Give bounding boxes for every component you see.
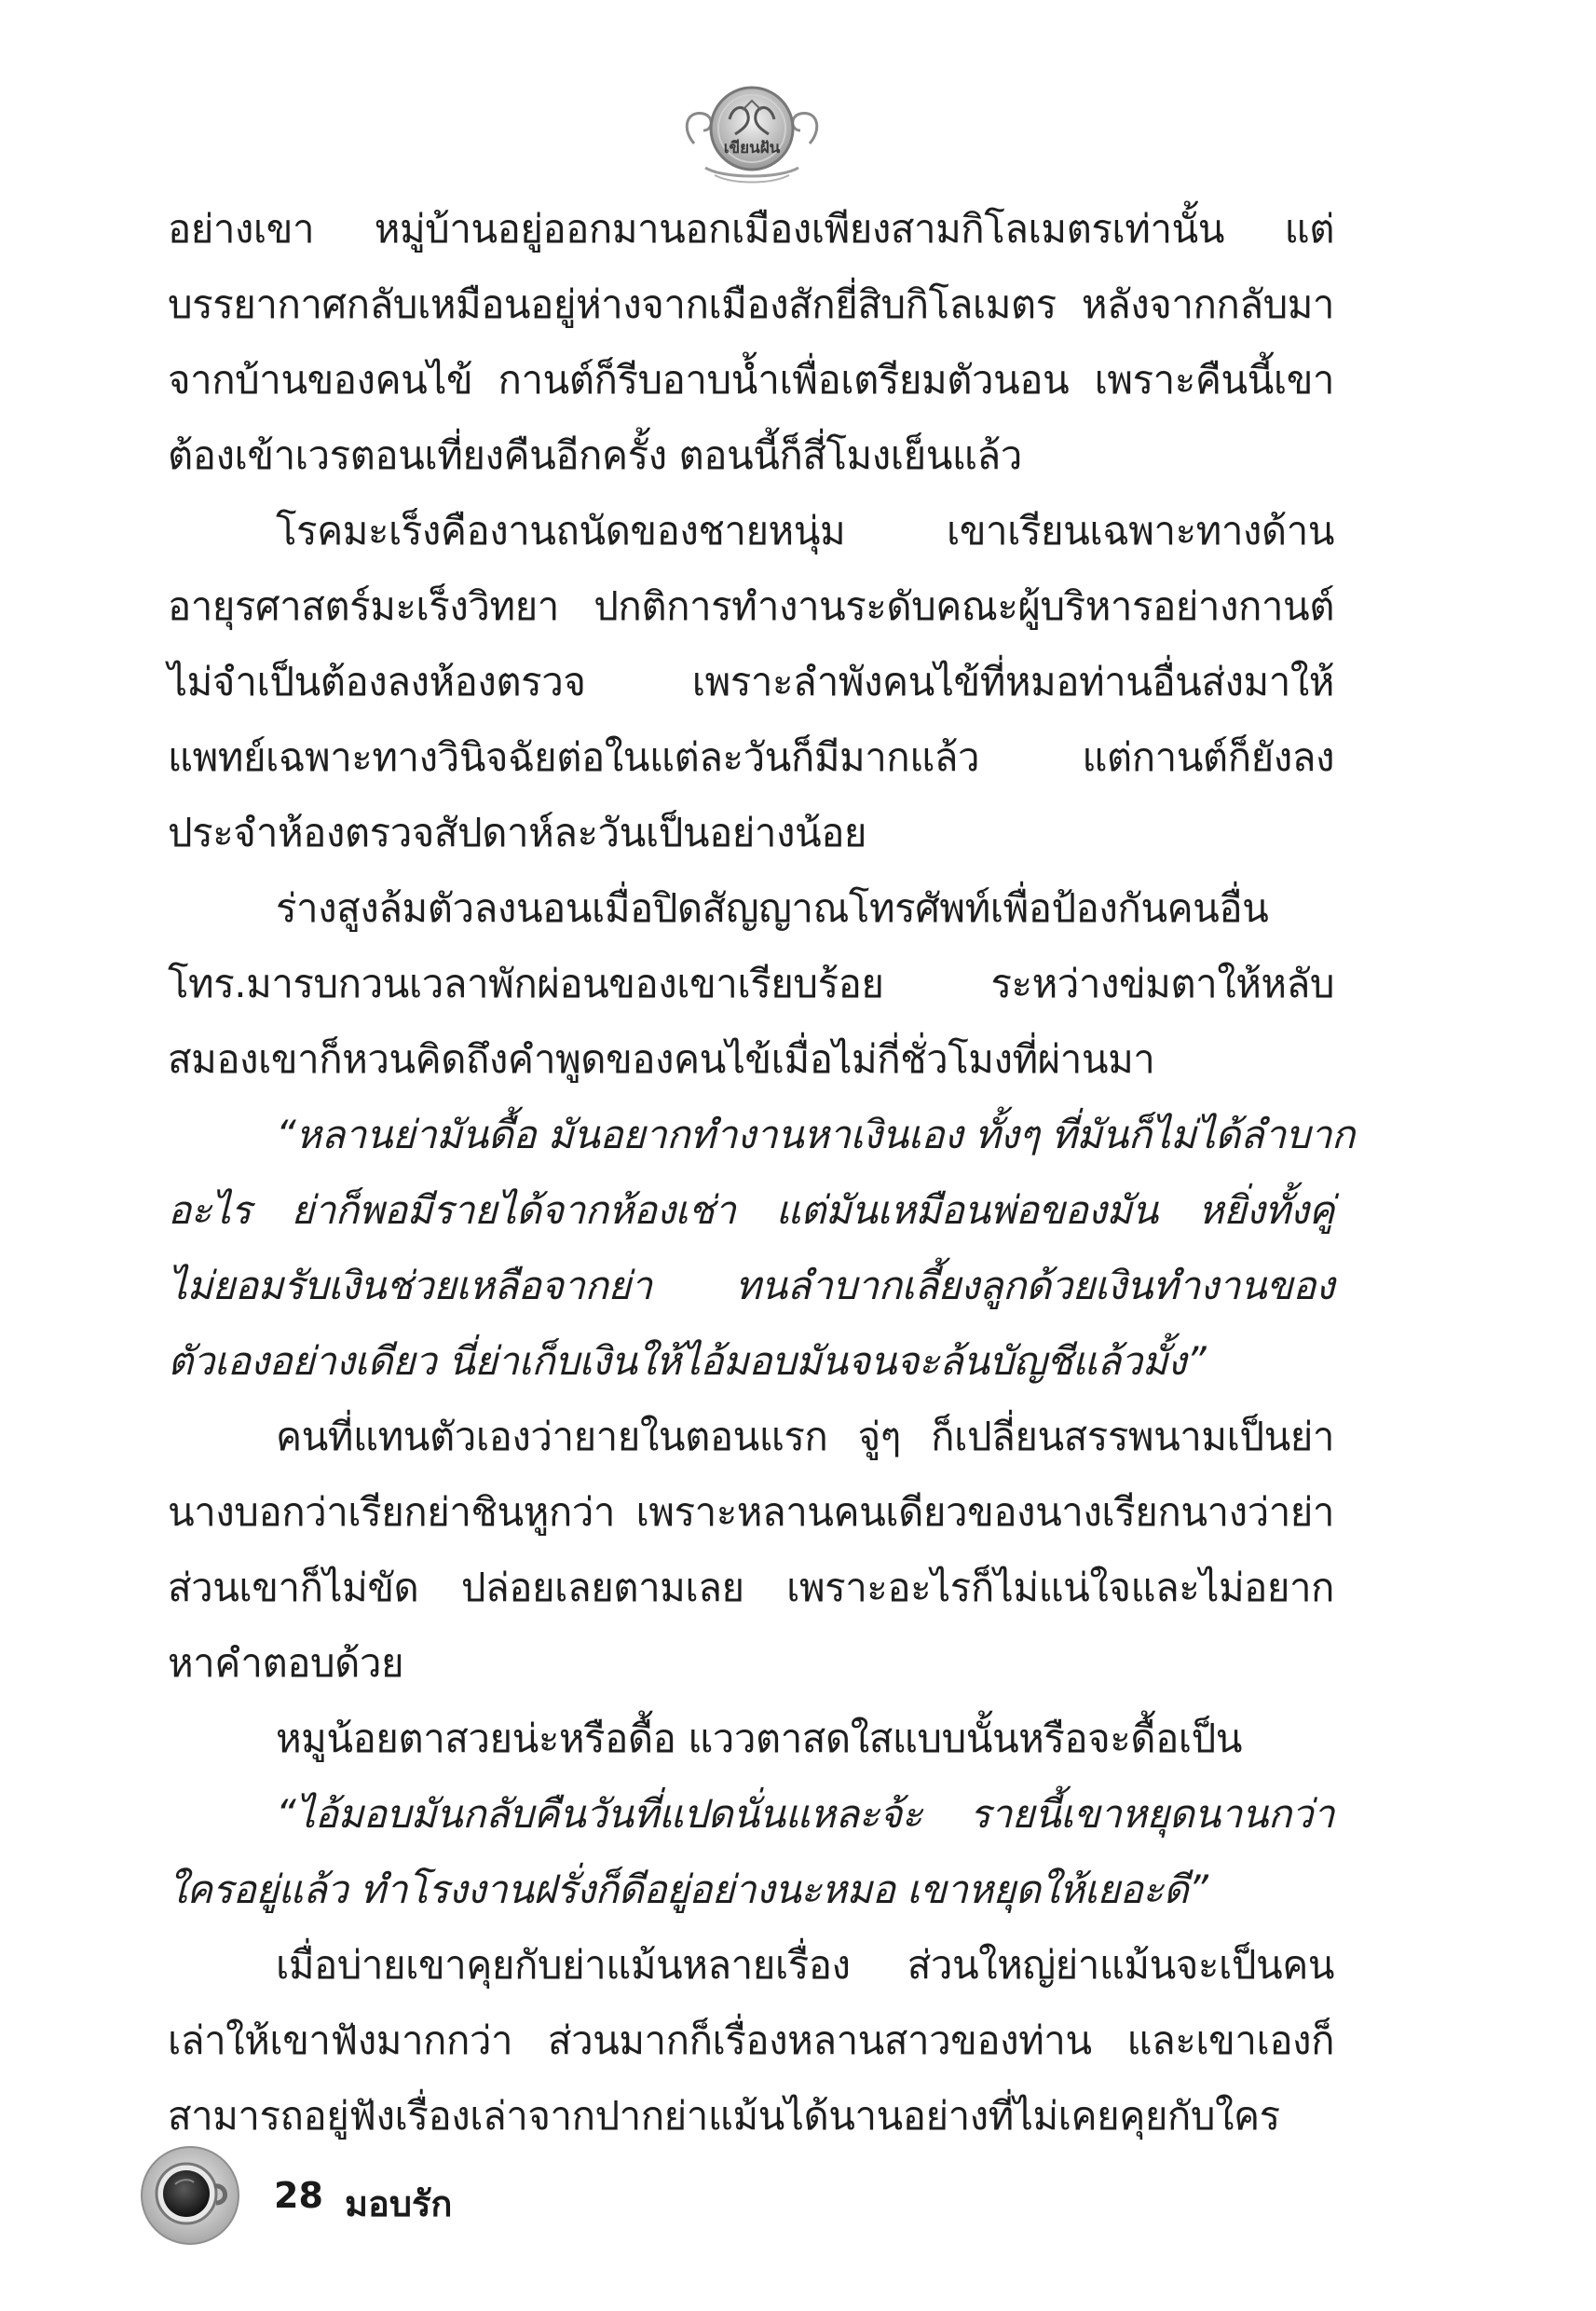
paragraph-start: เมื่อบ่ายเขาคุยกับย่าแม้นหลายเรื่อง ส่วนใหญ่ย่าแม้นจะเป็นคน	[276, 1942, 1334, 1988]
text-line: จากบ้านของคนไข้ กานต์ก็รีบอาบน้ำเพื่อเตรียมตัวนอน เพราะคืนนี้เขา	[168, 357, 1334, 403]
page-footer	[138, 2143, 697, 2255]
quote-line: ใครอยู่แล้ว ทำโรงงานฝรั่งก็ดีอยู่อย่างนะหมอ เขาหยุดให้เยอะดี”	[168, 1867, 1208, 1912]
text-line: โทร.มารบกวนเวลาพักผ่อนของเขาเรียบร้อย ระหว่างข่มตาให้หลับ	[168, 961, 1334, 1006]
text-line: ประจำห้องตรวจสัปดาห์ละวันเป็นอย่างน้อย	[168, 810, 867, 855]
text-line: เล่าให้เขาฟังมากกว่า ส่วนมากก็เรื่องหลานสาวของท่าน และเขาเองก็	[168, 2017, 1334, 2063]
text-line: แพทย์เฉพาะทางวินิจฉัยต่อในแต่ละวันก็มีมากแล้ว แต่กานต์ก็ยังลง	[168, 734, 1334, 780]
coffee-cup-icon	[138, 2143, 242, 2248]
book-title: มอบรัก	[345, 2183, 453, 2224]
text-line: อย่างเขา หมู่บ้านอยู่ออกมานอกเมืองเพียงสามกิโลเมตรเท่านั้น แต่	[168, 206, 1334, 252]
paragraph-start: หมูน้อยตาสวยน่ะหรือดื้อ แววตาสดใสแบบนั้นหรือจะดื้อเป็น	[276, 1716, 1243, 1761]
quote-start: “ไอ้มอบมันกลับคืนวันที่แปดนั่นแหละจ้ะ รายนี้เขาหยุดนานกว่า	[276, 1791, 1334, 1837]
quote-start: “หลานย่ามันดื้อ มันอยากทำงานหาเงินเอง ทั้งๆ ที่มันก็ไม่ได้ลำบาก	[276, 1112, 1355, 1157]
logo-text: เขียนฝัน	[723, 139, 781, 157]
text-line: ต้องเข้าเวรตอนเที่ยงคืนอีกครั้ง ตอนนี้ก็สี่โมงเย็นแล้ว	[168, 432, 1022, 478]
page-number: 28	[274, 2175, 323, 2216]
paragraph-start: โรคมะเร็งคืองานถนัดของชายหนุ่ม เขาเรียนเฉพาะทางด้าน	[276, 508, 1334, 554]
text-line: นางบอกว่าเรียกย่าชินหูกว่า เพราะหลานคนเดียวของนางเรียกนางว่าย่า	[168, 1489, 1334, 1535]
paragraph-start: ร่างสูงล้มตัวลงนอนเมื่อปิดสัญญาณโทรศัพท์เพื่อป้องกันคนอื่น	[276, 885, 1269, 931]
text-line: อายุรศาสตร์มะเร็งวิทยา ปกติการทำงานระดับคณะผู้บริหารอย่างกานต์	[168, 583, 1334, 629]
text-line: บรรยากาศกลับเหมือนอยู่ห่างจากเมืองสักยี่สิบกิโลเมตร หลังจากกลับมา	[168, 281, 1334, 327]
quote-line: ตัวเองอย่างเดียว นี่ย่าเก็บเงินให้ไอ้มอบมันจนจะล้นบัญชีแล้วมั้ง”	[168, 1338, 1207, 1384]
text-line: สามารถอยู่ฟังเรื่องเล่าจากปากย่าแม้นได้นานอย่างที่ไม่เคยคุยกับใคร	[168, 2093, 1280, 2139]
page-body	[168, 191, 1355, 2154]
text-line: หาคำตอบด้วย	[168, 1640, 404, 1686]
paragraph-start: คนที่แทนตัวเองว่ายายในตอนแรก จู่ๆ ก็เปลี่ยนสรรพนามเป็นย่า	[276, 1414, 1334, 1459]
quote-line: อะไร ย่าก็พอมีรายได้จากห้องเช่า แต่มันเหมือนพ่อของมัน หยิ่งทั้งคู่	[168, 1187, 1334, 1233]
publisher-swan-logo	[677, 63, 826, 188]
quote-line: ไม่ยอมรับเงินช่วยเหลือจากย่า ทนลำบากเลี้ยงลูกด้วยเงินทำงานของ	[168, 1263, 1334, 1308]
text-line: สมองเขาก็หวนคิดถึงคำพูดของคนไข้เมื่อไม่กี่ชั่วโมงที่ผ่านมา	[168, 1036, 1155, 1082]
text-line: ไม่จำเป็นต้องลงห้องตรวจ เพราะลำพังคนไข้ที่หมอท่านอื่นส่งมาให้	[168, 659, 1334, 704]
text-line: ส่วนเขาก็ไม่ขัด ปล่อยเลยตามเลย เพราะอะไรก็ไม่แน่ใจและไม่อยาก	[168, 1565, 1334, 1610]
